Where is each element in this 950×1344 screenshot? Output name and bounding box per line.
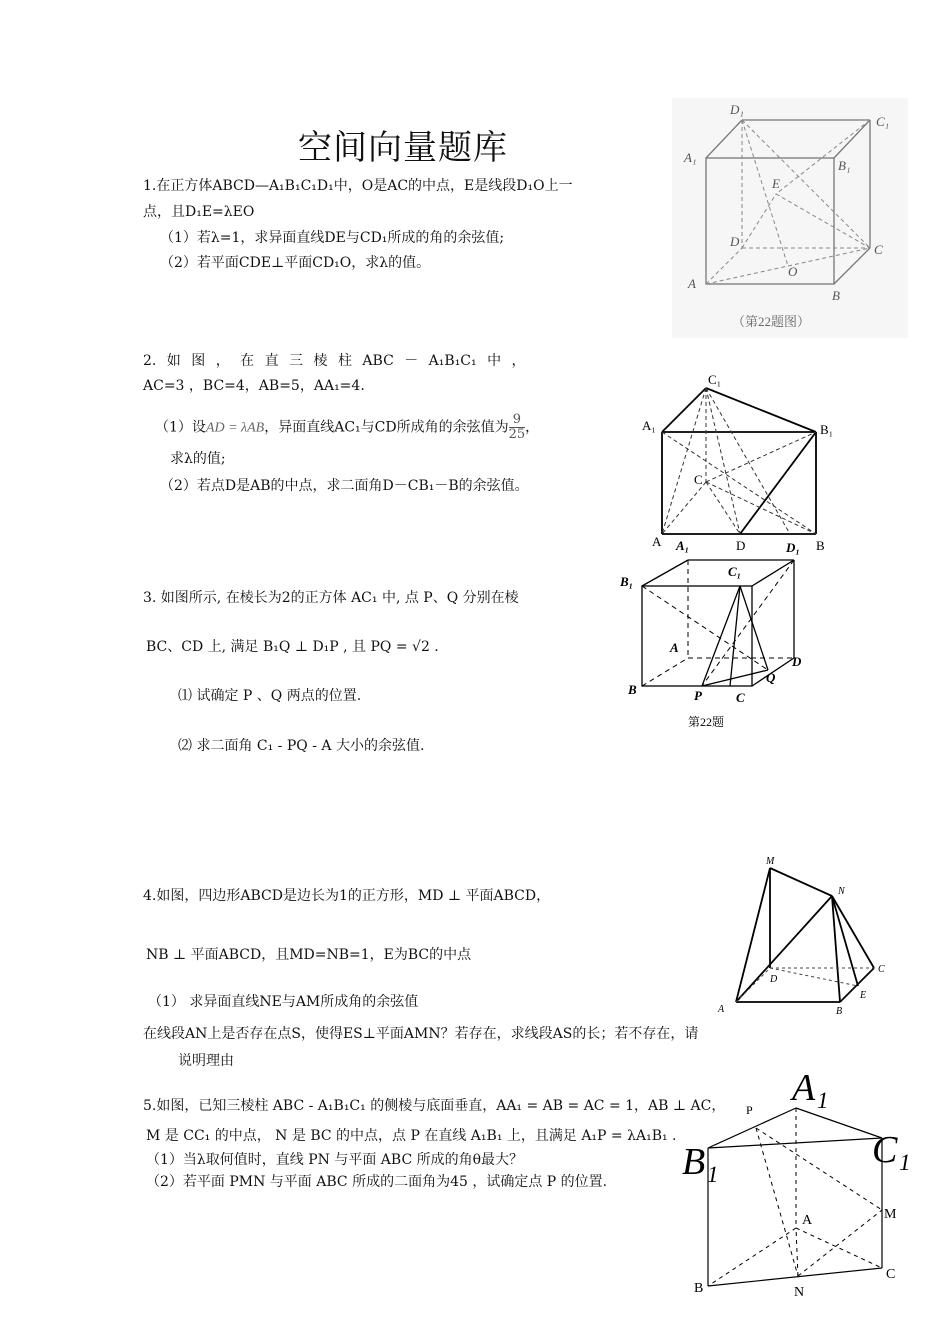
q1-label: E (772, 176, 780, 191)
q5-label: M (884, 1207, 897, 1222)
q5-part2: （2）若平面 PMN 与平面 ABC 所成的二面角为45 ，试确定点 P 的位置. (146, 1174, 608, 1190)
q1-part2: （2）若平面CDE⊥平面CD₁O，求λ的值。 (160, 255, 431, 271)
q2-prism-figure (640, 366, 840, 562)
q3-line2: BC、CD 上, 满足 B₁Q ⊥ D₁P , 且 PQ = √2 . (146, 639, 439, 655)
q2-label: D₁ (786, 540, 800, 555)
q1-label: C (874, 242, 883, 257)
q2-label: B₁ (820, 422, 834, 437)
q1-label: O (788, 264, 798, 279)
q5-label: B (694, 1281, 704, 1296)
q5-line2: M 是 CC₁ 的中点， N 是 BC 的中点，点 P 在直线 A₁B₁ 上，且满足 A₁P = λA₁B₁ . (146, 1128, 677, 1144)
q5-prism-figure (676, 1062, 938, 1344)
q1-label: B₁ (838, 158, 851, 173)
q4-label: E (860, 990, 867, 1001)
q4-label: M (766, 856, 775, 867)
q1-label: D (730, 234, 740, 249)
q2-label: B (816, 538, 825, 553)
q5-line1: 5.如图，已知三棱柱 ABC - A₁B₁C₁ 的侧棱与底面垂直，AA₁ = AB = AC = 1，AB ⊥ AC， (143, 1098, 726, 1114)
q1-cube-figure (672, 98, 908, 338)
q3-label: Q (766, 670, 776, 685)
q1-line1: 1.在正方体ABCD—A₁B₁C₁D₁中，O是AC的中点，E是线段D₁O上一 (143, 178, 573, 194)
q2-fraction-den: 25 (508, 427, 526, 442)
q1-part1: （1）若λ=1，求异面直线DE与CD₁所成的角的余弦值; (160, 230, 505, 246)
q4-label: B (836, 1006, 843, 1017)
q2-label: A₁ (642, 418, 656, 433)
q2-part1-c: ，异面直线AC₁与CD所成角的余弦值为 (264, 419, 509, 436)
q5-label: C (886, 1267, 896, 1282)
q2-line2: AC=3 ，BC=4，AB=5，AA₁=4. (143, 378, 365, 394)
q2-label: D (736, 538, 746, 553)
q5-label: B₁ (682, 1141, 719, 1183)
q5-label: P (746, 1103, 753, 1117)
q4-label: C (878, 964, 885, 975)
q1-label: B (832, 288, 840, 303)
q3-line1: 3. 如图所示, 在棱长为2的正方体 AC₁ 中, 点 P、Q 分别在棱 (143, 590, 519, 606)
q2-part1-d: ， (525, 419, 540, 436)
q3-figure-caption: 第22题 (688, 715, 725, 729)
q2-line1: 2. 如 图 ， 在 直 三 棱 柱 ABC － A₁B₁C₁ 中 ， (143, 353, 526, 369)
q1-figure-caption: （第22题图） (732, 314, 811, 329)
q2-part1-tail: 求λ的值; (170, 451, 226, 467)
q5-label: A₁ (792, 1067, 829, 1109)
q4-line2: NB ⊥ 平面ABCD，且MD=NB=1，E为BC的中点 (146, 947, 472, 963)
q2-label: C (694, 472, 703, 487)
page-title: 空间向量题库 (298, 128, 508, 168)
q1-label: C₁ (876, 114, 890, 129)
q4-figure (708, 852, 900, 1022)
q3-label: A (670, 640, 679, 655)
q5-label: C₁ (872, 1129, 911, 1171)
q2-part1 (155, 413, 539, 442)
q4-label: D (770, 974, 778, 985)
q4-label: A (718, 1004, 725, 1015)
q3-label: P (694, 688, 702, 703)
q1-line2: 点，且D₁E=λEO (143, 204, 255, 220)
q2-label: A₁ (676, 538, 690, 553)
q2-part2: （2）若点D是AB的中点，求二面角D－CB₁－B的余弦值。 (160, 478, 529, 494)
q3-label: C (736, 690, 745, 705)
q1-label: A (688, 276, 696, 291)
q4-part3: 说明理由 (178, 1053, 234, 1069)
q4-part2: 在线段AN上是否存在点S，使得ES⊥平面AMN？若存在，求线段AS的长；若不存在，请 (143, 1026, 699, 1042)
q3-label: B₁ (620, 574, 634, 589)
q3-cube-figure (618, 556, 818, 732)
q1-label: D₁ (730, 102, 744, 117)
q2-part1-a: （1）设 (155, 419, 206, 436)
q1-label: A₁ (684, 150, 697, 165)
q5-part1: （1）当λ取何值时，直线 PN 与平面 ABC 所成的角θ最大？ (146, 1152, 524, 1168)
q3-label: B (628, 682, 637, 697)
q2-fraction-num: 9 (509, 413, 526, 428)
q2-label: A (652, 534, 662, 549)
q2-part1-vector: AD = λAB (205, 420, 265, 436)
q2-fraction (509, 413, 526, 442)
q3-label: D (792, 654, 802, 669)
q5-label: A (802, 1213, 813, 1228)
q2-label: C₁ (708, 372, 722, 387)
q4-part1: （1） 求异面直线NE与AM所成角的余弦值 (148, 994, 419, 1010)
q4-line1: 4.如图，四边形ABCD是边长为1的正方形，MD ⊥ 平面ABCD， (143, 888, 551, 904)
q4-label: N (838, 886, 845, 897)
q3-part2: ⑵ 求二面角 C₁ - PQ - A 大小的余弦值. (178, 738, 425, 754)
q3-part1: ⑴ 试确定 P 、Q 两点的位置. (178, 688, 362, 704)
q5-label: N (794, 1285, 805, 1300)
q3-label: C₁ (728, 564, 742, 579)
